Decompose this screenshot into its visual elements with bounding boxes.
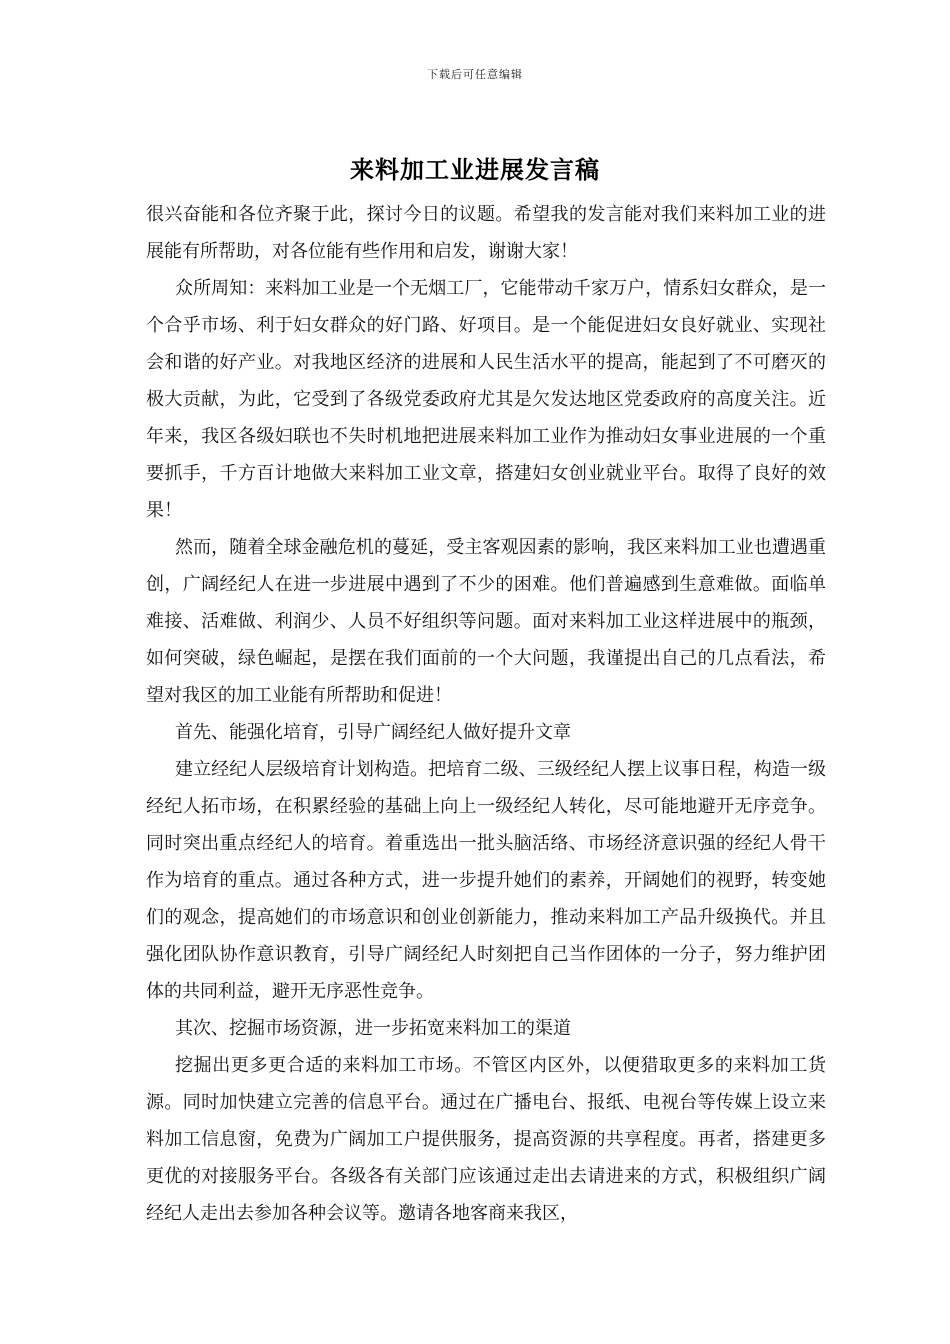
paragraph-second-point: 挖掘出更多更合适的来料加工市场。不管区内区外，以便猎取更多的来料加工货源。同时加快建立完善的信息平台。通过在广播电台、报纸、电视台等传媒上设立来料加工信息窗，免费为广阔加工户提供服务，提高资源的共享程度。再者，搭建更多更优的对接服务平台。各级各有关部门应该通过走出去请进来的方式，积极组织广阔经纪人走出去参加各种会议等。邀请各地客商来我区，: [146, 1055, 826, 1224]
paragraph-challenges: 然而，随着全球金融危机的蔓延，受主客观因素的影响，我区来料加工业也遭遇重创，广阔经纪人在进一步进展中遇到了不少的困难。他们普遍感到生意难做。面临单难接、活难做、利润少、人员不好组织等问题。面对来料加工业这样进展中的瓶颈，如何突破，绿色崛起，是摆在我们面前的一个大问题，我谨提出自己的几点看法，希望对我区的加工业能有所帮助和促进！: [146, 537, 826, 706]
heading-second-point: 其次、挖掘市场资源，进一步拓宽来料加工的渠道: [175, 1018, 571, 1039]
paragraph-intro: 很兴奋能和各位齐聚于此，探讨今日的议题。希望我的发言能对我们来料加工业的进展能有所帮助，对各位能有些作用和启发，谢谢大家！: [146, 204, 826, 262]
document-body: [146, 196, 826, 1232]
paragraph-first-point: 建立经纪人层级培育计划构造。把培育二级、三级经纪人摆上议事日程，构造一级经纪人拓市场，在积累经验的基础上向上一级经纪人转化，尽可能地避开无序竞争。同时突出重点经纪人的培育。着重选出一批头脑活络、市场经济意识强的经纪人骨干作为培育的重点。通过各种方式，进一步提升她们的素养，开阔她们的视野，转变她们的观念，提高她们的市场意识和创业创新能力，推动来料加工产品升级换代。并且强化团队协作意识教育，引导广阔经纪人时刻把自己当作团体的一分子，努力维护团体的共同利益，避开无序恶性竞争。: [146, 759, 826, 1002]
document-title: 来料加工业进展发言稿: [350, 155, 600, 184]
header-note: 下载后可任意编辑: [427, 68, 523, 81]
paragraph-background: 众所周知：来料加工业是一个无烟工厂，它能带动千家万户，情系妇女群众，是一个合乎市场、利于妇女群众的好门路、好项目。是一个能促进妇女良好就业、实现社会和谐的好产业。对我地区经济的进展和人民生活水平的提高，能起到了不可磨灭的极大贡献，为此，它受到了各级党委政府尤其是欠发达地区党委政府的高度关注。近年来，我区各级妇联也不失时机地把进展来料加工业作为推动妇女事业进展的一个重要抓手，千方百计地做大来料加工业文章，搭建妇女创业就业平台。取得了良好的效果！: [146, 278, 826, 521]
heading-first-point: 首先、能强化培育，引导广阔经纪人做好提升文章: [175, 722, 571, 743]
